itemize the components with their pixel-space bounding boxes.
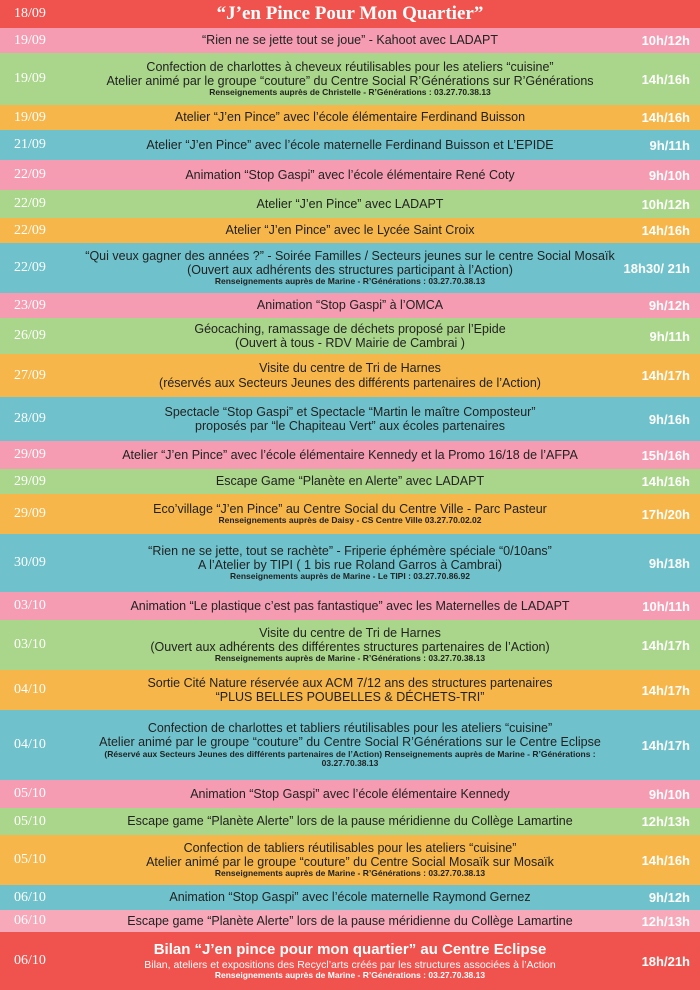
row-date: 23/09 [14, 297, 46, 313]
header-row [0, 0, 700, 28]
row-time: 15h/16h [641, 447, 690, 463]
row-activity: Géocaching, ramassage de déchets proposé par l’Epide [194, 321, 506, 336]
schedule-row [0, 670, 700, 710]
schedule-row [0, 494, 700, 534]
row-date: 04/10 [14, 737, 46, 752]
row-activity: Atelier “J’en Pince” avec LADAPT [256, 196, 444, 211]
row-activity-detail: (réservés aux Secteurs Jeunes des différents partenaires de l’Action) [159, 375, 541, 390]
row-activity: “Rien ne se jette, tout se rachète” - Friperie éphémère spéciale “0/10ans” [148, 543, 552, 558]
row-activity: Atelier “J’en Pince” avec l’école élémentaire Ferdinand Buisson [174, 110, 526, 125]
row-time: 9h/10h [648, 786, 690, 802]
row-activity-detail: “PLUS BELLES POUBELLES & DÉCHETS-TRI” [215, 690, 485, 704]
row-date: 29/09 [14, 506, 46, 521]
row-date: 05/10 [14, 813, 46, 829]
row-date: 21/09 [14, 137, 46, 152]
row-time: 14h/17h [641, 368, 690, 383]
row-time: 14h/16h [641, 110, 690, 125]
row-time: 14h/17h [641, 737, 690, 753]
row-contact-info: Renseignements auprès de Marine - R’Générations : 03.27.70.38.13 [214, 868, 486, 879]
schedule-row [0, 160, 700, 190]
row-activity: Atelier “J’en Pince” avec l’école élémentaire Kennedy et la Promo 16/18 de l’AFPA [122, 447, 578, 462]
schedule-row [0, 710, 700, 780]
row-activity: Spectacle “Stop Gaspi” et Spectacle “Martin le maître Composteur” [164, 404, 536, 419]
row-activity-detail: Atelier animé par le groupe “couture” du Centre Social R’Générations sur R’Générations [106, 74, 594, 89]
row-time: 14h/16h [641, 474, 690, 489]
row-time: 12h/13h [641, 814, 690, 829]
row-activity: Atelier “J’en Pince” avec l’école maternelle Ferdinand Buisson et L’EPIDE [146, 137, 554, 152]
row-activity: Sortie Cité Nature réservée aux ACM 7/12 ans des structures partenaires [147, 675, 553, 690]
row-time: 12h/13h [641, 913, 690, 929]
schedule-row [0, 620, 700, 670]
row-date: 06/10 [14, 953, 46, 968]
schedule-row [0, 780, 700, 808]
row-activity-detail: (Ouvert aux adhérents des différentes structures partenaires de l’Action) [150, 640, 550, 655]
schedule-row [0, 397, 700, 441]
row-contact-info: Renseignements auprès de Daisy - CS Centre Ville 03.27.70.02.02 [218, 515, 482, 526]
schedule-row [0, 469, 700, 494]
schedule-row [0, 318, 700, 354]
final-event-subtitle: Bilan, ateliers et expositions des Recycl’arts créés par les structures associées à l’Action [144, 958, 556, 971]
row-activity: Animation “Stop Gaspi” avec l’école élémentaire Kennedy [190, 786, 510, 801]
row-time: 14h/17h [641, 637, 690, 653]
row-date: 29/09 [14, 473, 46, 489]
schedule-row [0, 105, 700, 130]
row-time: 9h/11h [649, 328, 690, 344]
row-activity: “Rien ne se jette tout se joue” - Kahoot avec LADAPT [202, 33, 498, 48]
row-date: 19/09 [14, 32, 46, 48]
schedule-row [0, 885, 700, 910]
row-activity: Atelier “J’en Pince” avec le Lycée Saint Croix [225, 223, 475, 238]
row-contact-info: Renseignements auprès de Marine - R’Générations : 03.27.70.38.13 [214, 276, 486, 287]
schedule-row [0, 243, 700, 293]
row-activity-detail: (Ouvert à tous - RDV Mairie de Cambrai ) [235, 336, 465, 350]
row-date: 28/09 [14, 411, 46, 426]
row-activity-detail: proposés par “le Chapiteau Vert” aux écoles partenaires [195, 419, 505, 433]
row-date: 22/09 [14, 260, 46, 275]
row-time: 18h30/ 21h [623, 260, 690, 276]
final-event-row [0, 932, 700, 990]
schedule-row [0, 218, 700, 243]
row-date: 22/09 [14, 167, 46, 182]
schedule-row [0, 534, 700, 592]
row-activity: Escape game “Planète Alerte” lors de la pause méridienne du Collège Lamartine [127, 913, 573, 928]
row-time: 18h/21h [641, 953, 690, 969]
schedule-row [0, 130, 700, 160]
schedule-row [0, 835, 700, 885]
row-activity: Animation “Stop Gaspi” avec l’école maternelle Raymond Gernez [169, 890, 531, 905]
row-time: 14h/16h [641, 71, 690, 87]
row-time: 10h/12h [641, 33, 690, 48]
row-activity-detail: Atelier animé par le groupe “couture” du Centre Social Mosaïk sur Mosaïk [146, 855, 554, 870]
row-date: 26/09 [14, 328, 46, 343]
row-activity: Confection de charlottes à cheveux réutilisables pour les ateliers “cuisine” [146, 59, 554, 74]
row-date: 06/10 [14, 889, 46, 905]
schedule-row [0, 441, 700, 469]
poster-title: “J’en Pince Pour Mon Quartier” [216, 3, 484, 25]
row-date: 29/09 [14, 447, 46, 462]
row-time: 10h/12h [641, 196, 690, 212]
schedule-row [0, 293, 700, 318]
row-activity: Confection de tabliers réutilisables pour les ateliers “cuisine” [183, 840, 517, 855]
row-time: 14h/17h [641, 682, 690, 698]
row-time: 9h/18h [648, 555, 690, 571]
row-activity: “Qui veux gagner des années ?” - Soirée Familles / Secteurs jeunes sur le centre Social Mosaïk [85, 248, 615, 263]
row-activity-detail: Atelier animé par le groupe “couture” du Centre Social R’Générations sur le Centre Eclipse [99, 735, 601, 750]
row-contact-info: Renseignements auprès de Christelle - R’Générations : 03.27.70.38.13 [209, 87, 491, 98]
row-activity: Animation “Stop Gaspi” avec l’école élémentaire René Coty [185, 167, 515, 182]
row-time: 14h/16h [641, 223, 690, 238]
row-activity-detail: A l’Atelier by TIPI ( 1 bis rue Roland Garros à Cambrai) [197, 558, 503, 573]
schedule-row [0, 53, 700, 105]
schedule-row [0, 592, 700, 620]
schedule-row [0, 910, 700, 932]
row-time: 17h/20h [641, 506, 690, 522]
row-date: 05/10 [14, 852, 46, 867]
row-date: 06/10 [14, 913, 46, 928]
schedule-row [0, 190, 700, 218]
row-activity: Confection de charlottes et tabliers réutilisables pour les ateliers “cuisine” [147, 720, 553, 735]
row-activity: Animation “Le plastique c’est pas fantastique” avec les Maternelles de LADAPT [130, 598, 570, 613]
row-time: 9h/10h [648, 167, 690, 183]
row-time: 9h/16h [648, 411, 690, 427]
row-activity: Escape Game “Planète en Alerte” avec LADAPT [215, 474, 485, 489]
row-date: 27/09 [14, 367, 46, 383]
row-date: 19/09 [14, 71, 46, 86]
row-time: 10h/11h [642, 598, 690, 614]
final-event-title: Bilan “J’en pince pour mon quartier” au Centre Eclipse [153, 941, 547, 959]
row-date: 22/09 [14, 222, 46, 238]
schedule-row [0, 354, 700, 397]
schedule-row [0, 28, 700, 53]
header-date: 18/09 [14, 6, 46, 21]
row-contact-info: Renseignements auprès de Marine - R’Générations : 03.27.70.38.13 [214, 653, 486, 664]
row-date: 04/10 [14, 682, 46, 697]
row-time: 9h/12h [648, 890, 690, 905]
row-activity: Visite du centre de Tri de Harnes [259, 625, 441, 640]
row-activity: Escape game “Planète Alerte” lors de la pause méridienne du Collège Lamartine [127, 814, 573, 829]
row-activity: Eco’village “J’en Pince” au Centre Social du Centre Ville - Parc Pasteur [153, 501, 547, 516]
row-contact-info: (Réservé aux Secteurs Jeunes des différents partenaires de l’Action) Renseignements auprès de Marine - R’Générations : 03.27.70.38.13 [104, 748, 596, 769]
row-activity-detail: (Ouvert aux adhérents des structures participant à l’Action) [187, 263, 513, 278]
row-time: 14h/16h [641, 852, 690, 868]
row-date: 30/09 [14, 555, 46, 570]
row-contact-info: Renseignements auprès de Marine - R’Générations : 03.27.70.38.13 [214, 969, 486, 980]
row-time: 9h/11h [649, 137, 690, 153]
row-date: 05/10 [14, 786, 46, 801]
row-time: 9h/12h [648, 298, 690, 313]
row-contact-info: Renseignements auprès de Marine - Le TIPI : 03.27.70.86.92 [230, 571, 470, 582]
row-date: 22/09 [14, 196, 46, 211]
row-activity: Animation “Stop Gaspi” à l’OMCA [256, 298, 444, 313]
row-activity: Visite du centre de Tri de Harnes [259, 361, 441, 376]
row-date: 03/10 [14, 598, 46, 613]
schedule-row [0, 808, 700, 835]
row-date: 19/09 [14, 109, 46, 125]
row-date: 03/10 [14, 637, 46, 652]
